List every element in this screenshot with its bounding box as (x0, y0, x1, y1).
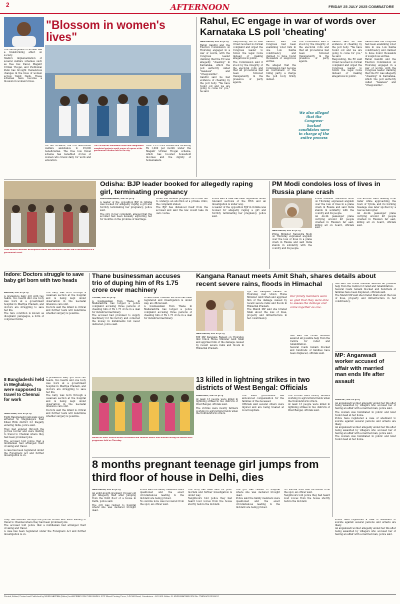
thane-story (92, 273, 192, 375)
indore-body-col-1: INDORE, JUL 25 (PTI) A premature baby girl with two heads, two hearts and one body was born at a government hospital in Madhya Pradesh, and doctors are struggling to save her life. The rare condition is known as dicephalic parapagus, a form of conjoined twins. (4, 292, 44, 322)
tripura-photo-block (92, 377, 194, 455)
tripura-body-col-1: BANKURA, JUL 25 (PTI) At least 13 people were killed in lightning strikes in two districts of West Bengal, officials said. The victims were mostly farmers working in agricultural fields when the thunderstorm struck. (196, 395, 238, 416)
kangana-body-col-3: She said the Home Minister assured all possible help from the Centre for relief and rehabilitation. Several roads remain blocked and hundreds of families have been displaced, officials said. (290, 335, 330, 355)
pregnant-headline: 8 months pregnant teenage girl jumps from third floor of house in Delhi, dies (92, 459, 319, 484)
modi-body-col-2: Prime Minister Narendra Modi on Thursday expressed anguish over the loss of lives in a plane crash in Russia and said India stands in solidarity with the country and its people. An An-24 passenger plane carrying around 48 people crashed in Russia's far east, killing all on board, officials said. (315, 198, 354, 230)
rahul-body-col-6: Gandhi said the Congress had been examining voter lists in one Lok Sabha constituency and claimed to have found thousands of suspicious entries. Rahul Gandhi and the Election Commission on Thursday engaged in a war of words, with the Congress leader claiming that the EC was allegedly "cheating" in Karnataka, which the poll authority called "baseless" and "irresponsible". (365, 41, 396, 87)
odisha-photo-caption: Chief Minister launches development works and distributes welfare aid to beneficiaries at a government event. (4, 249, 95, 254)
pregnant-body-col-5: No suicide note was recovered from the spot, an officer said. Neighbours told police they had heard loud voices from the house shortly before the incident. (284, 489, 330, 504)
indore-story (4, 273, 86, 375)
kangana-meeting-photo (196, 291, 244, 331)
mp-body: BHOPAL, JUL 25 (PTI) An anganwadi worker allegedly ended her life after being assaulted by villagers who accused her of having an affair with a married man, police said. The woman was humiliated in public and later found dead at her home. Police have registered a case of abetment to suicide against several persons and arrests are likely. An anganwadi worker allegedly ended her life after being assaulted by villagers who accused her of having an affair with a married man, police said. The woman was humiliated in public and later found dead at her home. (335, 399, 396, 441)
tripura-body-col-2: The state government has announced compensation for the families of the deceased. Officials said several others were injured and are being treated at local hospitals. (242, 395, 284, 412)
pregnant-story (92, 459, 330, 589)
thane-body-col-2: A case under relevant sections has been registered and investigation is under way, an official said. A businessman from Thane in Maharashtra has lodged a police complaint accusing three persons of cheating him of Rs 1.75 crore in a deal for industrial machinery. (144, 297, 192, 320)
bangladeshi-story (4, 377, 44, 517)
modi-headline: PM Modi condoles loss of lives in Russia plane crash (272, 181, 381, 196)
pregnant-body-col-2: Police said the family members were questioned and the exact circumstances leading to the incident are being probed. No suicide note was recovered from the spot, an officer said. (140, 489, 184, 506)
rahul-body-col-5: Gandhi said he had evidence of cheating by the poll body. "We have found out and we are going to come for you," he said. Responding, the EC said it had received no formal complaint and urged the Congress leader to follow the legal route instead of making allegations in public. (332, 41, 362, 79)
pregnant-body-col-4: The girl was rushed to hospital where she was declared brought dead. Police said the family members were questioned and the exact circumstances leading to the incident are being probed. (236, 489, 280, 509)
odisha-body-col-1: BHUBANESWAR, JUL 25 (PTI) A leader of the opposition BJP in Odisha was booked for allegedly raping a girl and forcibly terminating her pregnancy, police said. The girl, in her complaint, alleged that the accused had been sexually exploiting her for months on the promise of marriage. (100, 198, 152, 222)
modi-body-col-1: NEW DELHI, JUL 25 (PTI) Prime Minister Narendra Modi on Thursday expressed anguish over the loss of lives in a plane crash in Russia and said India stands in solidarity with the country and its people. (272, 230, 312, 251)
pregnant-body-col-3: The body has been sent for post-mortem and further investigation is under way. Neighbours told police they had heard loud voices from the house shortly before the incident. (188, 489, 232, 506)
rahul-body-col-4: The Commission said it stood by the integrity of the electoral rolls and that all procedures had been followed transparently in the presence of party agents. (299, 41, 329, 64)
thane-body-col-1: THANE, JUL 25 (PTI) A businessman from Thane in Maharashtra has lodged a police complaint accusing three persons of cheating him of Rs 1.75 crore in a deal for industrial machinery. The accused had promised to supply machinery for his factory and collected the money in instalments but never delivered, police said. (92, 297, 140, 327)
blossom-body-col-3: Over 1.15 crore women are receiving Rs 1,000 per month under the Magalir Urimai Thogai scheme, which has boosted household incomes and the dignity of homemakers. (146, 145, 191, 162)
modi-portrait-photo (272, 198, 312, 228)
bangladeshi-headline: 8 Bangladeshi held in Meghalaya, were supposed to travel to Chennai for work (4, 377, 45, 402)
shg-welfare-photo (92, 377, 194, 435)
indore-headline: Indore: Doctors struggle to save baby girl born with two heads (4, 272, 84, 284)
kangana-headline: Kangana Ranaut meets Amit Shah, shares details about recent severe rains, floods in Himachal (196, 273, 376, 288)
tripura-photo-caption: Women of SHGs receive welfare assistance and sanction letters from officials during the district-level programme held on Thursday. (92, 437, 193, 442)
blossom-headline: "Blossom in women's lives" (46, 20, 166, 44)
kangana-quote: Our family members were so glad that they were able to assess the damage and come together as one. (290, 294, 329, 309)
kangana-body-col-1: NEW DELHI, JUL 25 (PTI) BJP MP Kangana Ranaut on Thursday met Union Home Minister Amit Shah and apprised him of the damage caused by recent severe rains and floods in Himachal Pradesh. (196, 333, 244, 351)
rahul-story (200, 17, 396, 177)
masthead (0, 0, 400, 14)
blossom-event-photo (45, 45, 191, 143)
modi-story (272, 181, 396, 269)
odisha-body-col-3: Police said a case has been registered under relevant sections of the BNS and an investigation is under way. A leader of the opposition BJP in Odisha was booked for allegedly raping a girl and forcibly terminating her pregnancy, police said. (212, 198, 266, 218)
footer-imprint: Printed, Edited, Printed and Published by MURUGAPPAN (Editor) for ASPIRATIONS PUBLISHING. RTP Mixed Printing Press, 145 Mill Road, Coimbatore - 641 009. Editor: R. MURUGAPPAN. RNI No. TNENG/2013/50412 (4, 594, 396, 602)
odisha-story (4, 181, 266, 269)
indore-continued: A premature baby girl with two heads, two hearts and one body was born at a government hospital in Madhya Pradesh, and doctors are struggling to save her life. The baby was born through a cesarean section at the hospital and is being kept under observation in the neonatal intensive care unit. Doctors said the infant is critical and further tests will determine whether surgery is possible. (46, 377, 86, 418)
masthead-logo: AFTERNOON (170, 2, 230, 12)
kangana-body-col-2: BJP MP Kangana Ranaut on Thursday met Union Home Minister Amit Shah and apprised him of the damage caused by recent severe rains and floods in Himachal Pradesh. The Mandi MP said she briefed Shah about the loss of lives, property and infrastructure in her constituency. (247, 291, 287, 320)
bangladeshi-body: SHILLONG, JUL 25 (PTI) Eight Bangladeshi nationals were arrested in Meghalaya's East Khasi Hills district for illegally entering India, police said. They had entered through the porous border and were waiting to travel to Chennai where they had been promised jobs. The accused told police that a middleman had arranged their crossing and travel. A case has been registered under the Foreigners Act and further investigation is on. (4, 413, 44, 458)
mp-headline: MP: Anganwadi worker accused of affair with married man ends life after assault (335, 353, 385, 385)
tripura-story (196, 377, 330, 455)
modi-body-col-3: The aircraft went missing from radar while approaching the town of Tynda, and its burning fuselage was later spotted by a rescue helicopter. An An-24 passenger plane carrying around 48 people crashed in Russia's far east, killing all on board, officials said. (357, 198, 396, 227)
rahul-headline: Rahul, EC engage in war of words over Karnataka LS poll 'cheating' (200, 16, 376, 38)
rahul-body-col-2: Responding, the EC said it had received no formal complaint and urged the Congress leader to follow the legal route instead of making allegations in public. The Commission said it stood by the integrity of the electoral rolls and that all procedures had been followed transparently in the presence of party agents. (233, 41, 263, 85)
rahul-body-col-3: Gandhi said the Congress had been examining voter lists in one Lok Sabha constituency and claimed to have found thousands of suspicious entries. He alleged that the Commission had become an instrument of the ruling party, a charge the poll body firmly denied. (266, 41, 296, 82)
mp-overflow: Police have registered a case of abetment to suicide against several persons and arrests are likely. An anganwadi worker allegedly ended her life after being assaulted by villagers who accused her of having an affair with a married man, police said. (335, 519, 396, 536)
pregnant-body-col-1: NEW DELHI, JUL 25 (PTI) An eight-month pregnant 19-year-old girl allegedly died after jumping from the third floor of a house in Delhi, police said. The girl was rushed to hospital where she was declared brought dead. (92, 489, 136, 513)
mp-story (335, 283, 396, 517)
bangladeshi-overflow: They had entered through the porous border and were waiting to travel to Chennai where they had been promised jobs. The accused told police that a middleman had arranged their crossing and travel. A case has been registered under the Foreigners Act and further investigation is on. (4, 519, 86, 537)
odisha-event-photo (4, 181, 96, 247)
page-number: 2 (6, 3, 10, 9)
blossom-body-col-2: On the occasion, the CM distributed welfare assistance to 25,000 beneficiaries. The free bus travel scheme has benefited crores of women who travel daily for work and education. (45, 145, 91, 162)
tripura-headline: 13 killed in lightning strikes in two districts of West Bengal: Officials (196, 377, 310, 392)
tripura-body-col-3: The victims were mostly farmers working in agricultural fields when the thunderstorm struck. At least 13 people were killed in lightning strikes in two districts of West Bengal, officials said. (288, 395, 330, 412)
blossom-photo-caption: The CM laid the foundation stone and inaugurated completed projects worth crores of rupees at the government function held in the city. (94, 145, 144, 153)
rahul-body-col-1: NEW DELHI, JUL 25 (PTI) Rahul Gandhi and the Election Commission on Thursday engaged in a war of words, with the Congress leader claiming that the EC was allegedly "cheating" in Karnataka, which the poll authority called "baseless" and "irresponsible". Gandhi said he had evidence of cheating by the poll body. "We have found out and we are going to come for you," he said. (200, 41, 230, 94)
odisha-body-col-2: When she became pregnant, he forced her to undergo an abortion at a private clinic, the complaint stated. The BJP has distanced itself from the accused and said the law would take its own course. (156, 198, 208, 215)
masthead-dateline: FRIDAY 25 JULY 2025 COIMBATORE (328, 5, 394, 9)
kangana-overflow: She said the Home Minister assured all possible help from the Centre for relief and rehabilitation. Several roads remain blocked and hundreds of families have been displaced, officials said. The Mandi MP said she briefed Shah about the loss of lives, property and infrastructure in her constituency. (335, 283, 396, 304)
thane-headline: Thane businessman accuses trio of duping him of Rs 1.75 crore over machinery (92, 273, 181, 295)
blossom-story (4, 17, 192, 177)
indore-body-col-2: The baby was born through a cesarean section at the hospital and is being kept under observation in the neonatal intensive care unit. Doctors said the infant is critical and further tests will determine whether surgery is possible. (46, 292, 86, 315)
rahul-pull-quote: We also alleged that the Congress-backed candidates were in charge of the entire process (298, 111, 330, 141)
cm-portrait-photo (4, 17, 44, 47)
blossom-body-col-1: The development of women has a transforming effect on society. Stalin's implementation of several welfare schemes such as free bus travel, Magalir Urimai Thogai, and Pudhumai Penn has brought tremendous changes in the lives of women across Tamil Nadu. These schemes have become a blossom in women's lives. (4, 49, 42, 84)
odisha-headline: Odisha: BJP leader booked for allegedly raping girl, terminating pregnancy (100, 181, 253, 196)
